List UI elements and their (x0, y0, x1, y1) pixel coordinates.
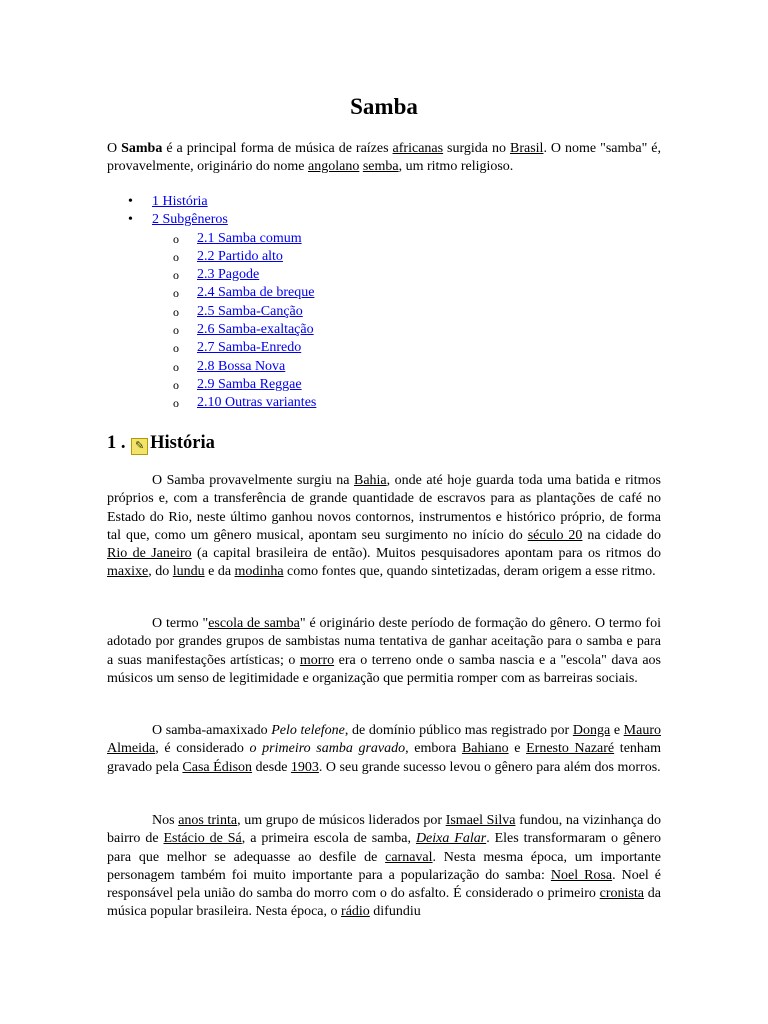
toc-link-historia[interactable]: 1 História (152, 194, 208, 209)
link-1903[interactable]: 1903 (290, 759, 319, 775)
link-bahia[interactable]: Bahia (353, 473, 387, 488)
text: e da (204, 564, 235, 580)
link-deixa-falar[interactable]: Deixa Falar (415, 831, 487, 847)
link-donga[interactable]: Donga (572, 723, 611, 738)
link-angolano[interactable]: angolano (308, 159, 360, 175)
italic-phrase: o primeiro samba gravado (249, 741, 406, 757)
intro-paragraph (107, 140, 661, 177)
link-africanas[interactable]: africanas (392, 141, 444, 156)
section-heading-historia (107, 430, 215, 456)
toc-link-samba-exaltacao[interactable]: 2.6 Samba-exaltação (197, 322, 314, 338)
text: na cidade do (582, 527, 662, 543)
link-bahiano[interactable]: Bahiano (461, 741, 509, 757)
text: " é originário deste período de formação do gênero. O termo foi adotado por grandes grupos de sambistas numa tentativa de ganhar aceitação para o samba e para a suas manifestações artísticas; o (107, 616, 661, 668)
link-rio-de-janeiro[interactable]: Rio de Janeiro (107, 546, 192, 562)
toc-subitem (107, 284, 661, 302)
text: surgida no (443, 141, 510, 156)
text: , de domínio público mas registrado por (344, 723, 573, 738)
toc-link-subgeneros[interactable]: 2 Subgêneros (152, 212, 228, 228)
toc-subitem (107, 266, 661, 284)
link-cronista[interactable]: cronista (599, 886, 644, 902)
toc-subitem (107, 303, 661, 321)
text: , do (148, 564, 173, 580)
link-brasil[interactable]: Brasil (510, 141, 544, 156)
text: , é considerado (155, 741, 250, 757)
text: (a capital brasileira de então). Muitos pesquisadores apontam para os ritmos do (191, 546, 662, 562)
toc-item (107, 211, 661, 229)
page-title: Samba (350, 94, 418, 119)
section-heading-text: História (150, 433, 215, 453)
text: , um grupo de músicos liderados por (237, 813, 446, 828)
toc-link-samba-comum[interactable]: 2.1 Samba comum (197, 230, 302, 246)
bold-term: Samba (121, 141, 163, 156)
text: difundiu (369, 904, 421, 920)
toc-subitem (107, 394, 661, 412)
toc-link-samba-enredo[interactable]: 2.7 Samba-Enredo (197, 340, 302, 356)
historia-paragraph-1 (107, 472, 661, 582)
link-ismael-silva[interactable]: Ismael Silva (445, 813, 516, 828)
text: e (508, 741, 527, 757)
text: . Nesta mesma época, um importante personagem também foi muito importante para a popularização do samba: (107, 849, 661, 883)
text: fundou, na vizinhança do bairro de (107, 813, 662, 847)
historia-paragraph-2 (107, 615, 661, 688)
historia-paragraph-4 (107, 812, 661, 922)
text: , embora (405, 741, 462, 757)
text: desde (252, 759, 291, 775)
table-of-contents (107, 193, 661, 413)
toc-item (107, 193, 661, 211)
text: tenham gravado pela (107, 741, 662, 775)
toc-link-outras-variantes[interactable]: 2.10 Outras variantes (197, 395, 317, 411)
link-ernesto-nazare[interactable]: Ernesto Nazaré (526, 741, 615, 757)
toc-link-samba-reggae[interactable]: 2.9 Samba Reggae (197, 376, 302, 392)
link-semba[interactable]: semba (362, 159, 399, 175)
section-number: 1 . (107, 433, 131, 453)
link-estacio-de-sa[interactable]: Estácio de Sá (163, 831, 242, 847)
text: Nos (152, 813, 179, 828)
toc-link-bossa-nova[interactable]: 2.8 Bossa Nova (197, 358, 286, 374)
historia-paragraph-3 (107, 722, 661, 777)
text: como fontes que, quando sintetizadas, deram origem a esse ritmo. (283, 564, 656, 580)
text: . Noel é responsável pela união do samba do morro com o do asfalto. É considerado o primeiro (107, 867, 662, 902)
text: era o terreno onde o samba nascia e a "escola" dava aos músicos um senso de legitimidade e organização que permitia romper com as barreiras sociais. (107, 652, 661, 686)
text: O Samba provavelmente surgiu na (152, 473, 354, 488)
link-morro[interactable]: morro (299, 652, 335, 668)
text: . Eles transformaram o gênero para que melhor se adequasse ao desfile de (107, 831, 661, 865)
text: da música popular brasileira. Nesta época, o (107, 886, 662, 920)
toc-link-samba-de-breque[interactable]: 2.4 Samba de breque (197, 285, 315, 301)
italic-title: Pelo telefone (271, 723, 345, 738)
toc-subitem (107, 321, 661, 339)
link-lundu[interactable]: lundu (172, 564, 205, 580)
toc-link-pagode[interactable]: 2.3 Pagode (197, 267, 260, 283)
link-noel-rosa[interactable]: Noel Rosa (550, 867, 613, 883)
text: . O nome "samba" é, provavelmente, originário do nome (107, 141, 662, 175)
link-casa-edison[interactable]: Casa Édison (182, 759, 253, 775)
link-mauro-almeida[interactable]: Mauro Almeida (107, 723, 661, 757)
text: . O seu grande sucesso levou o gênero para além dos morros. (318, 759, 661, 775)
link-radio[interactable]: rádio (341, 904, 370, 920)
text: e (610, 723, 624, 738)
text: , um ritmo religioso. (398, 159, 514, 175)
text: O (107, 141, 122, 156)
text: , a primeira escola de samba, (241, 831, 416, 847)
toc-link-samba-cancao[interactable]: 2.5 Samba-Canção (197, 303, 303, 319)
edit-icon[interactable]: ✎ (131, 438, 148, 455)
toc-link-partido-alto[interactable]: 2.2 Partido alto (197, 248, 283, 264)
link-modinha[interactable]: modinha (234, 564, 284, 580)
text: O termo " (152, 616, 209, 631)
link-carnaval[interactable]: carnaval (385, 849, 433, 865)
text: é a principal forma de música de raízes (162, 141, 393, 156)
toc-subitem (107, 376, 661, 394)
text: , onde até hoje guarda toda uma batida e ritmos próprios e, com a transferência de grande quantidade de escravos para as plantações de café no Estado do Rio, neste último ganhou novos contornos, instrumentos e histórico próprio, de forma tal que, como um gênero musical, apontam seu surgimento no início do (107, 473, 661, 543)
link-seculo-20[interactable]: século 20 (527, 527, 583, 543)
toc-subitem (107, 358, 661, 376)
toc-subitem (107, 248, 661, 266)
toc-subitem (107, 339, 661, 357)
link-maxixe[interactable]: maxixe (107, 564, 149, 580)
link-anos-trinta[interactable]: anos trinta (178, 813, 238, 828)
toc-subitem (107, 230, 661, 248)
link-escola-de-samba[interactable]: escola de samba (208, 616, 300, 631)
text: O samba-amaxixado (152, 723, 272, 738)
